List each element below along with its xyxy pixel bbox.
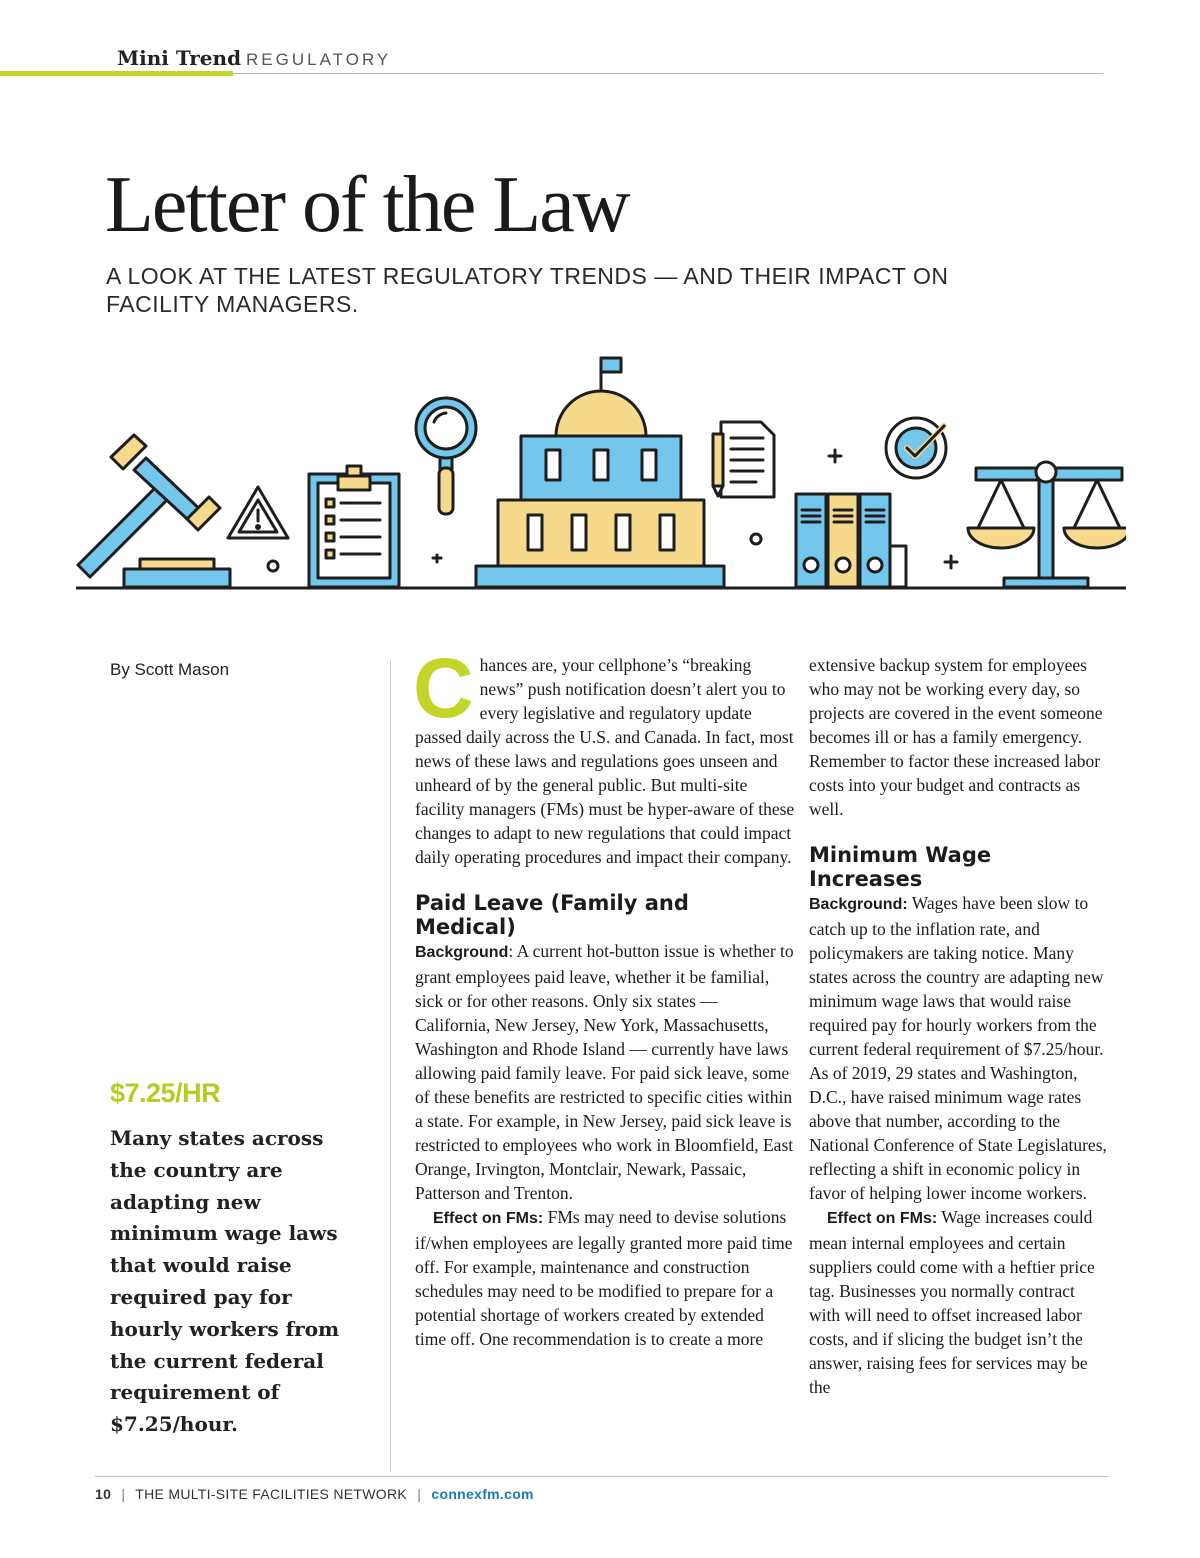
minimum-wage-background	[809, 891, 1109, 1205]
background-text: : A current hot-button issue is whether to grant employees paid leave, whether it be familial, sick or for other reasons. Only six states — California, New Jersey, New York, Massachusetts, Washington and Rhode Island — currently have laws allowing paid family leave. For paid sick leave, some of these benefits are restricted to specific cities within a state. For example, in New Jersey, paid sick leave is restricted to employees who work in Bloomfield, East Orange, Irvington, Montclair, Newark, Passaic, Patterson and Trenton.	[415, 941, 794, 1203]
magnifier-icon	[416, 398, 476, 562]
intro-paragraph	[413, 641, 795, 869]
background-text: Wages have been slow to catch up to the inflation rate, and policymakers are taking notice. Many states across the country are adapting new minimum wage laws that would raise required pay for hourly workers from the current federal requirement of $7.25/hour. As of 2019, 29 states and Washington, D.C., have raised minimum wage rates above that number, according to the National Conference of State Legislatures, reflecting a shift in economic policy in favor of helping lower income workers.	[809, 893, 1107, 1203]
paid-leave-effect	[415, 1205, 795, 1351]
pull-quote-figure: $7.25/HR	[110, 1078, 221, 1108]
section-heading-minimum-wage: Minimum Wage Increases	[809, 843, 992, 891]
gavel-icon	[78, 435, 230, 587]
column-divider	[390, 660, 391, 1472]
warning-icon	[228, 487, 288, 571]
accent-bar	[0, 71, 233, 76]
regulatory-illustration	[76, 350, 1126, 595]
page-footer	[95, 1486, 534, 1502]
publication-name: THE MULTI-SITE FACILITIES NETWORK	[135, 1486, 408, 1502]
body-column-2	[809, 653, 1109, 1399]
byline: By Scott Mason	[110, 660, 230, 679]
article-title: Letter of the Law	[105, 161, 629, 249]
running-header	[0, 44, 1105, 76]
minimum-wage-effect	[809, 1205, 1109, 1399]
intro-text: hances are, your cellphone’s “breaking news” push notification doesn’t alert you to every legislative and regulatory update passed daily across the U.S. and Canada. In fact, most news of these laws and regulations goes unseen and unheard of by the general public. But multi-site facility managers (FMs) must be hyper-aware of these changes to adapt to new regulations that could impact daily operating procedures and impact their company.	[415, 655, 795, 867]
paid-leave-background	[415, 939, 795, 1205]
scales-icon	[968, 462, 1126, 587]
footer-separator: |	[121, 1486, 126, 1502]
clipboard-icon	[309, 466, 399, 587]
footer-separator: |	[417, 1486, 422, 1502]
pull-quote	[110, 1078, 350, 1441]
binders-icon	[796, 450, 906, 587]
page-number: 10	[95, 1486, 112, 1502]
effect-label: Effect on FMs:	[827, 1210, 938, 1227]
background-label: Background:	[809, 896, 908, 913]
header-rule	[233, 73, 1103, 74]
drop-cap: C	[413, 641, 474, 735]
effect-text: Wage increases could mean internal employees and certain suppliers could come with a heftier price tag. Businesses you normally contract with will need to offset increased labor costs, and if slicing the budget isn’t the answer, raising fees for services may be the	[809, 1207, 1095, 1397]
capitol-icon	[476, 358, 724, 587]
body-column-1	[413, 641, 795, 1351]
document-icon	[713, 422, 774, 544]
website-link[interactable]: connexfm.com	[431, 1486, 534, 1502]
article-subtitle: A LOOK AT THE LATEST REGULATORY TRENDS — AND THEIR IMPACT ON FACILITY MANAGERS.	[106, 263, 949, 317]
background-label: Background	[415, 944, 509, 961]
section-heading-paid-leave: Paid Leave (Family and Medical)	[415, 891, 689, 939]
effect-label: Effect on FMs:	[433, 1210, 544, 1227]
footer-rule	[95, 1476, 1108, 1477]
paid-leave-effect-continued: extensive backup system for employees who may not be working every day, so projects are covered in the event someone becomes ill or has a family emergency. Remember to factor these increased labor costs into your budget and contracts as well.	[809, 655, 1103, 819]
section-label: Mini Trend	[117, 46, 242, 70]
effect-text: FMs may need to devise solutions if/when employees are legally granted more paid time off. For example, maintenance and construction schedules may need to be modified to prepare for a potential shortage of workers created by extended time off. One recommendation is to create a more	[415, 1207, 793, 1349]
category-label: REGULATORY	[246, 50, 392, 69]
pull-quote-text: Many states across the country are adapting new minimum wage laws that would raise required pay for hourly workers from the current federal requirement of $7.25/hour.	[110, 1126, 340, 1437]
